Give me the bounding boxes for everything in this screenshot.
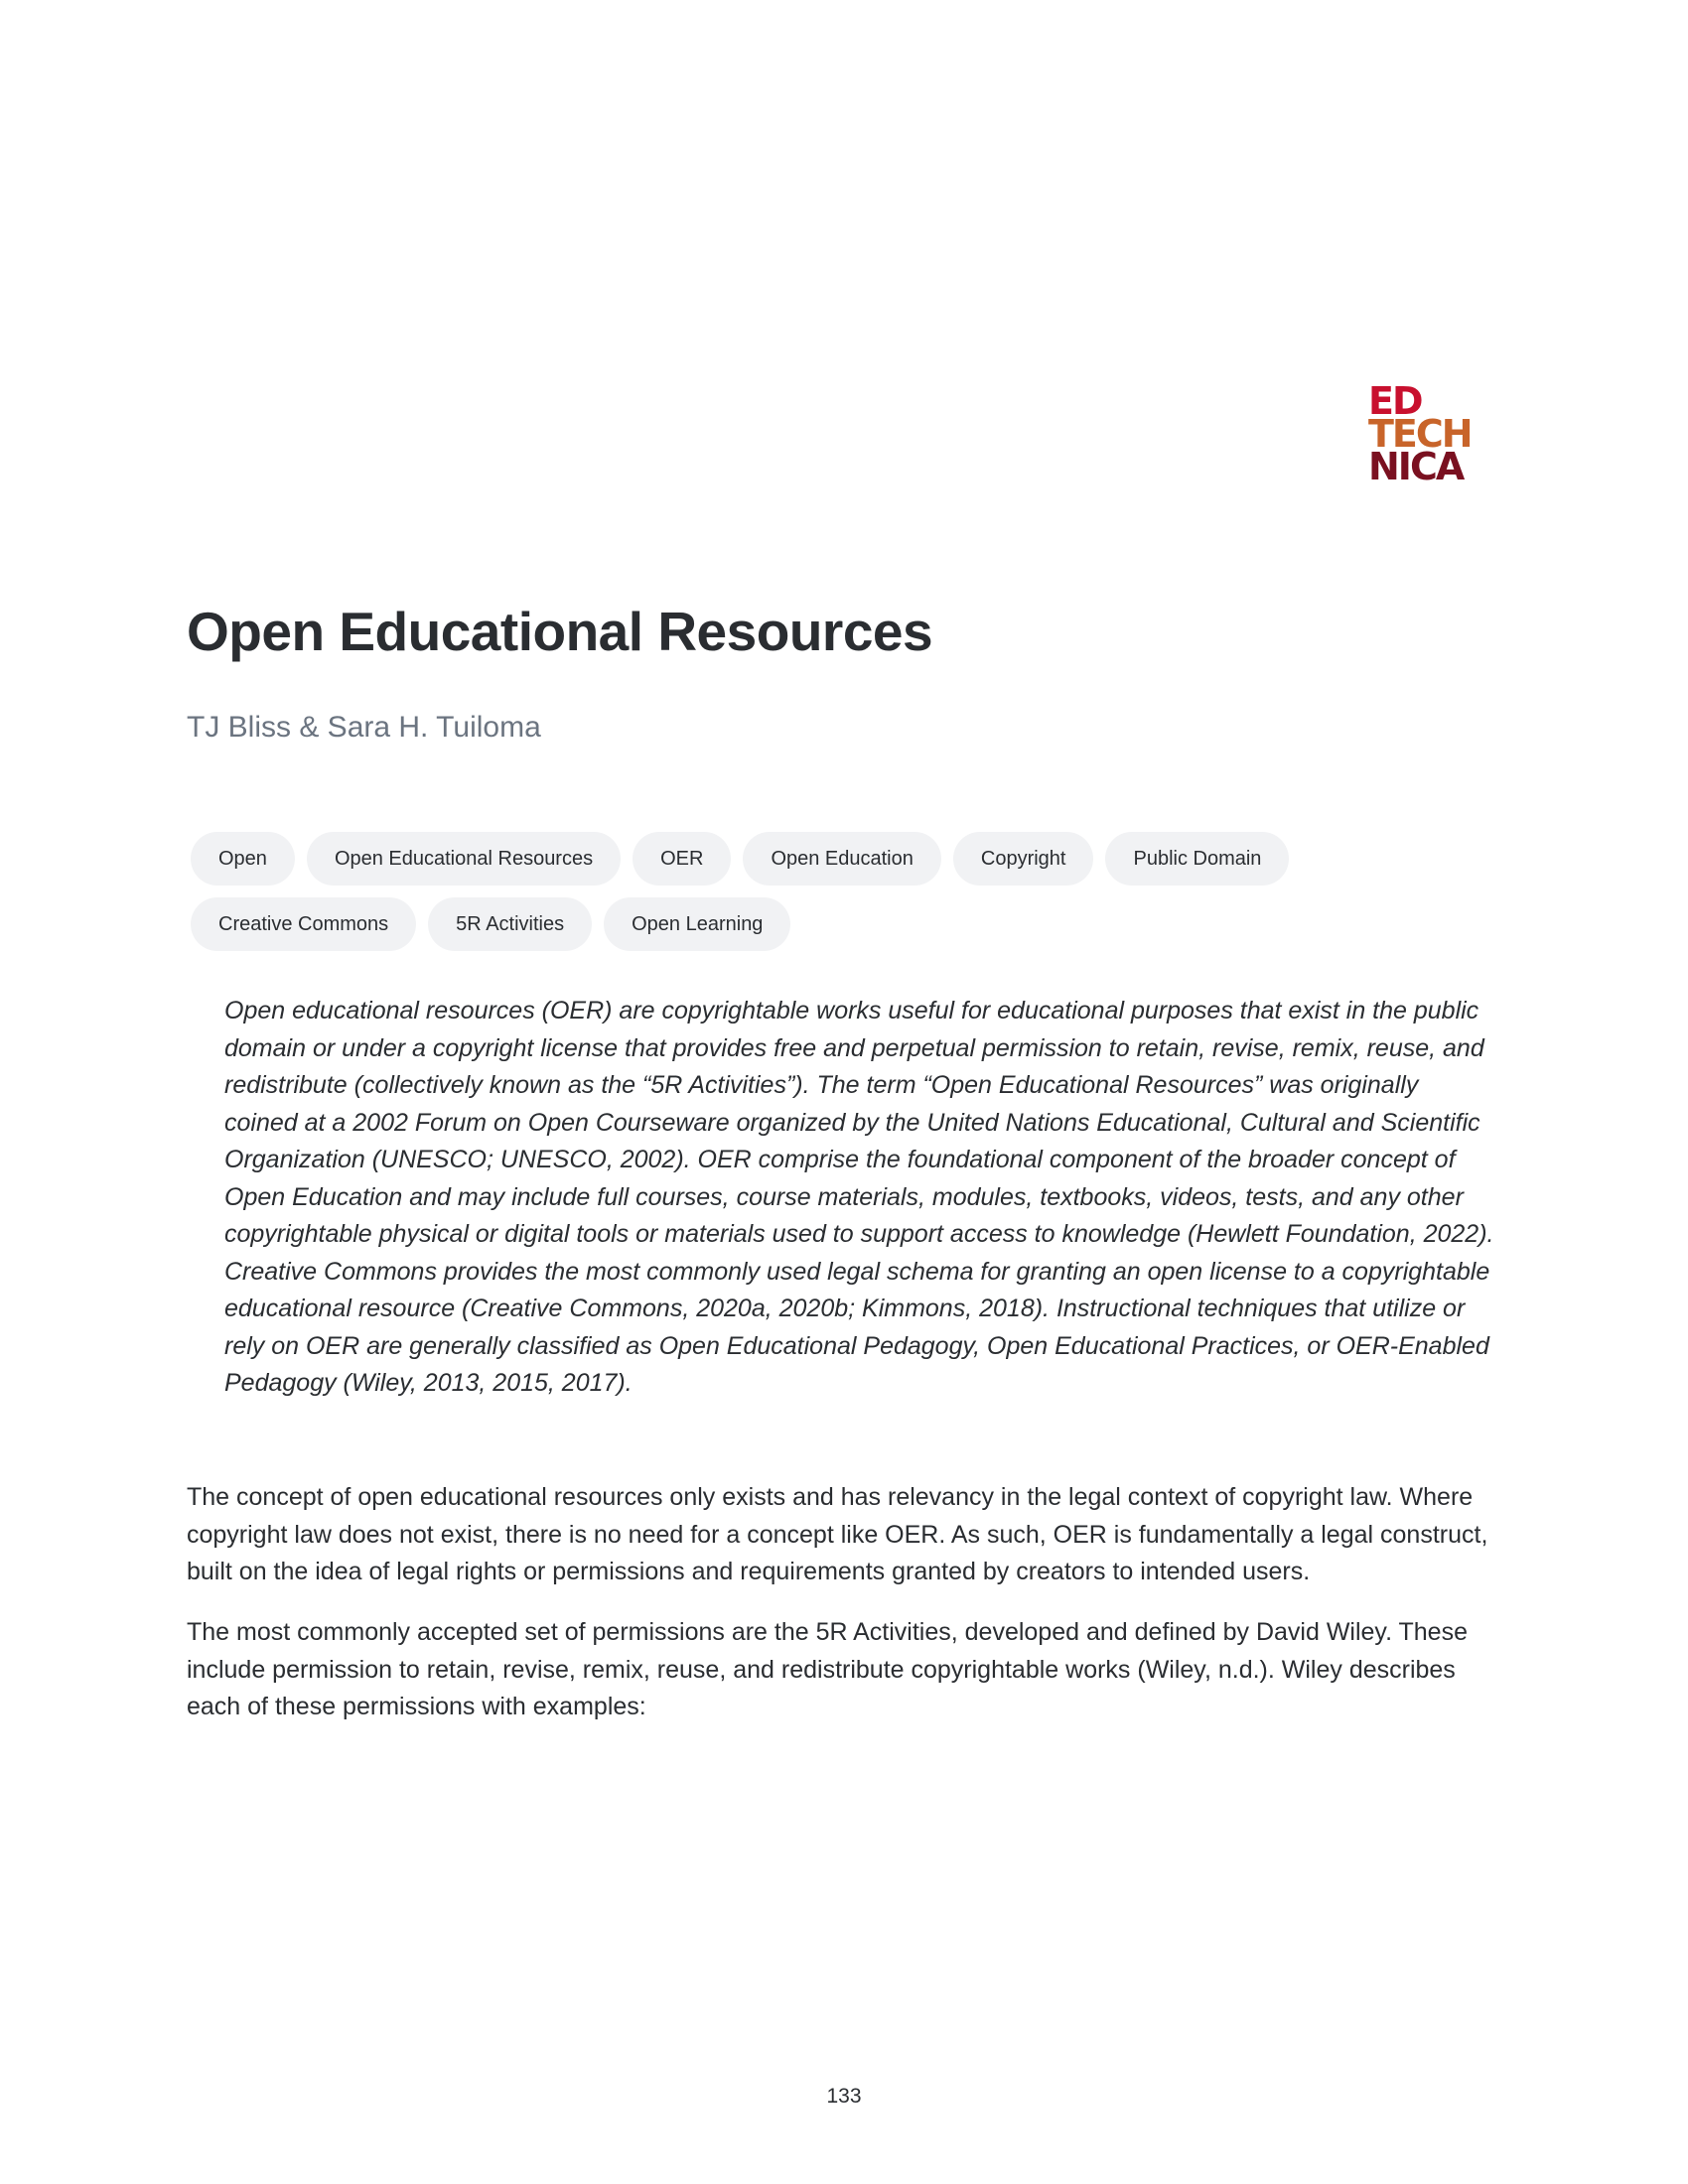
body-paragraph-1: The concept of open educational resources only exists and has relevancy in the legal context of copyright law. Where copyright law does not exist, there is no need for a concept like OER. As such, OER is fundamentally a legal construct, built on the idea of legal rights or permissions and requirements granted by creators to intended users. [187,1483,1488,1585]
edtechnica-logo [1368,379,1497,488]
tag-open[interactable]: Open [191,832,295,886]
tag-copyright[interactable]: Copyright [953,832,1094,886]
logo-line-ed: ED [1368,379,1422,423]
authors: TJ Bliss & Sara H. Tuiloma [187,711,541,744]
abstract: Open educational resources (OER) are copyrightable works useful for educational purposes that exist in the public domain or under a copyright license that provides free and perpetual permission to retain, revise, remix, reuse, and redistribute (collectively known as the “5R Activities”). The term “Open Educational Resources” was originally coined at a 2002 Forum on Open Courseware organized by the United Nations Educational, Cultural and Scientific Organization (UNESCO; UNESCO, 2002). OER comprise the foundational component of the broader concept of Open Education and may include full courses, course materials, modules, textbooks, videos, tests, and any other copyrightable physical or digital tools or materials used to support access to knowledge (Hewlett Foundation, 2022). Creative Commons provides the most commonly used legal schema for granting an open license to a copyrightable educational resource (Creative Commons, 2020a, 2020b; Kimmons, 2018). Instructional techniques that utilize or rely on OER are generally classified as Open Educational Pedagogy, Open Educational Practices, or OER-Enabled Pedagogy (Wiley, 2013, 2015, 2017). [224,997,1494,1397]
tag-creative-commons[interactable]: Creative Commons [191,897,416,951]
tag-open-educational-resources[interactable]: Open Educational Resources [307,832,621,886]
page-title: Open Educational Resources [187,601,933,662]
tag-public-domain[interactable]: Public Domain [1105,832,1289,886]
logo-line-nica: NICA [1368,445,1464,488]
tag-oer[interactable]: OER [633,832,731,886]
logo-line-tech: TECH [1368,412,1472,456]
tag-open-learning[interactable]: Open Learning [604,897,790,951]
page-number: 133 [826,2085,862,2108]
tag-5r-activities[interactable]: 5R Activities [428,897,592,951]
tag-open-education[interactable]: Open Education [743,832,940,886]
tag-list [191,832,1382,951]
body-paragraph-2: The most commonly accepted set of permissions are the 5R Activities, developed and defined by David Wiley. These include permission to retain, revise, remix, reuse, and redistribute copyrightable works (Wiley, n.d.). Wiley describes each of these permissions with examples: [187,1618,1468,1720]
